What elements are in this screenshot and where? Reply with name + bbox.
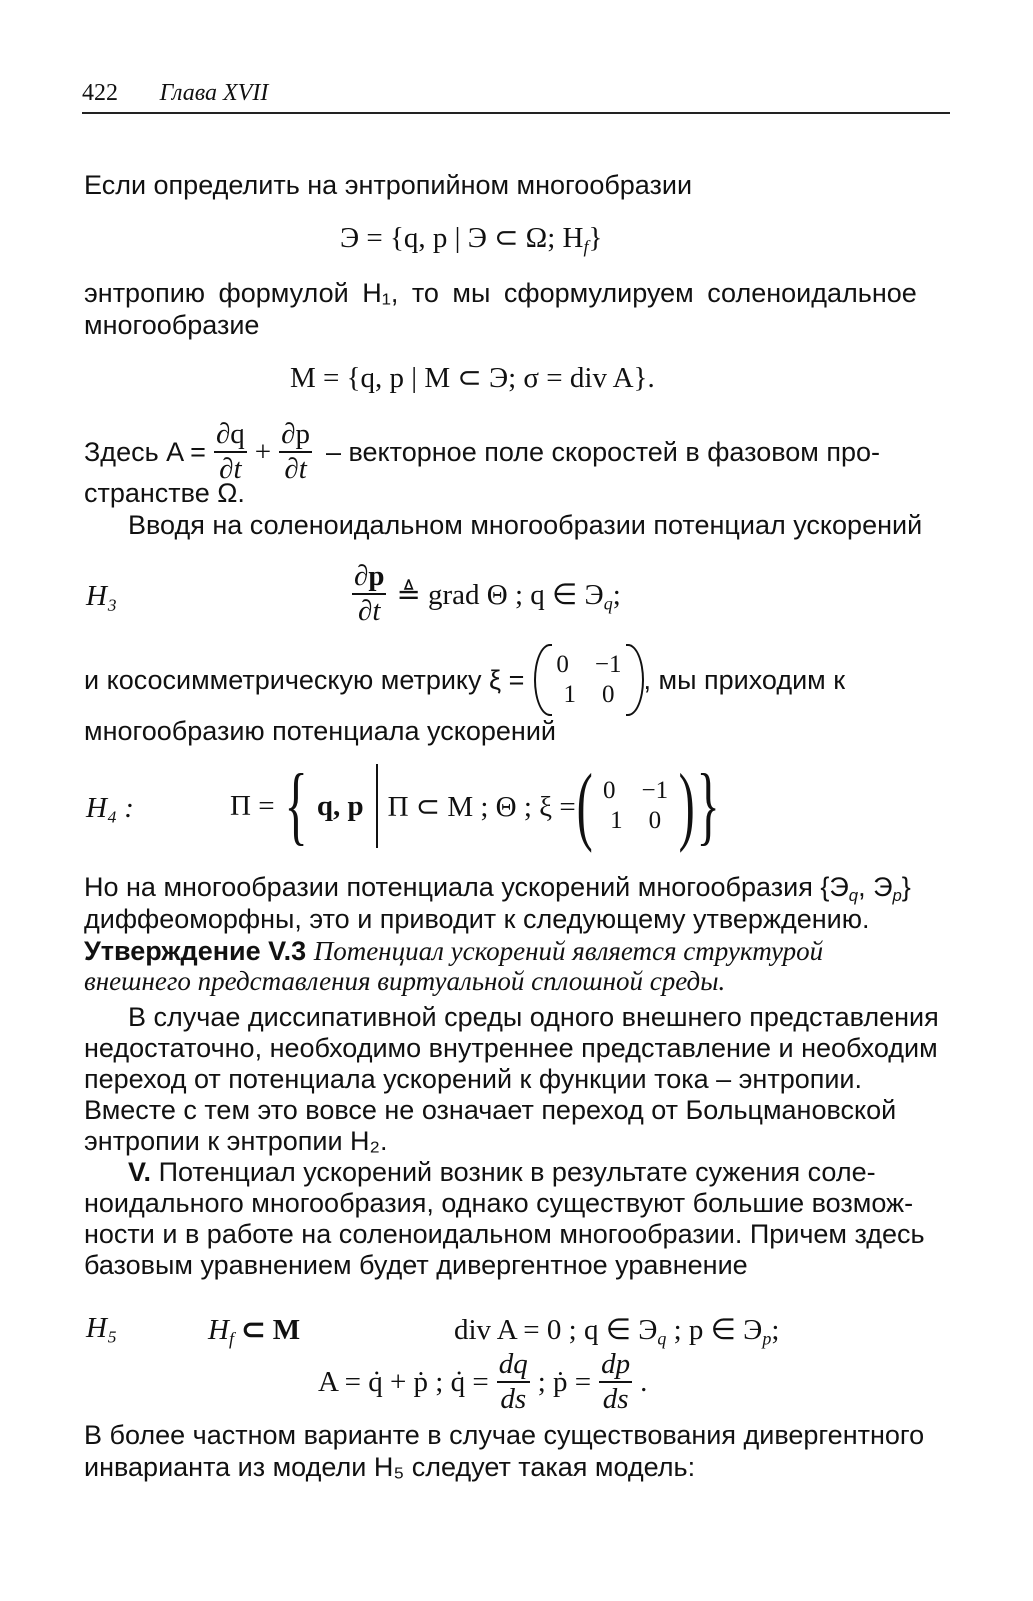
equation-h4: Π = { q, p Π ⊂ M ; Θ ; ξ = ( 0 −1 1 0 ) } [230,757,721,854]
matrix-xi-h4: 0 −1 1 0 [603,777,669,834]
paragraph-9-line-2: инварианта из модели H₅ следует такая модель: [84,1452,696,1482]
paragraph-8-line-2: ноидального многообразия, однако существуют большие возмож- [84,1188,914,1218]
fraction-dq-dt: $\frac{\partial q}{\partial t}$ [215,418,245,485]
paragraph-9-line-1: В более частном варианте в случае существования дивергентного [84,1420,925,1450]
set-builder-bar [376,764,378,848]
statement-v3: Утверждение V.3 Потенциал ускорений является структурой [84,936,824,966]
statement-v3-line-2: внешнего представления виртуальной сплошной среды. [84,966,726,996]
paragraph-3-line-2: странстве Ω. [84,478,245,508]
equation-velocity: A = q̇ + ṗ ; q̇ = $\frac{dq}{ds}$ ; ṗ = $\frac{dp}{ds}$ . [318,1348,648,1415]
equation-solenoidal-manifold: M = {q, p | M ⊂ Э; σ = div A}. [290,362,655,394]
label-h3: H₃ [86,580,118,612]
paragraph-7-line-4: Вместе с тем это вовсе не означает переход от Больцмановской [84,1095,897,1125]
paragraph-2-line-2: многообразие [84,310,260,340]
chapter-title: Глава XVII [159,80,269,106]
paragraph-7-line-2: недостаточно, необходимо внутреннее представление и необходим [84,1033,938,1063]
matrix-right-paren [626,644,644,716]
matrix-xi: 0 −1 1 0 [534,650,643,710]
paragraph-8-line-4: базовым уравнением будет дивергентное уравнение [84,1250,748,1280]
label-h4: H₄ : [86,792,134,824]
paragraph-1: Если определить на энтропийном многообразии [84,170,693,200]
label-h5: H₅ [86,1312,118,1344]
paragraph-6-line-2: диффеоморфны, это и приводит к следующему утверждению. [84,904,870,934]
paragraph-8-line-3: ности и в работе на соленоидальном многообразии. Причем здесь [84,1219,925,1249]
equation-entropy-manifold: Э = {q, p | Э ⊂ Ω; $H_f$} [340,222,603,257]
paragraph-7-line-1: В случае диссипативной среды одного внешнего представления [128,1002,939,1032]
h5-inclusion: $H_f$ ⊂ M [208,1314,301,1349]
matrix-left-paren [534,644,552,716]
fraction-dp-ds: $\frac{dp}{ds}$ [601,1348,631,1415]
running-header [82,78,268,107]
paragraph-6-line-1: Но на многообразии потенциала ускорений многообразия {$Э_q$, $Э_p$} [84,872,911,906]
page-number: 422 [82,80,118,106]
h5-divergence-equation: div A = 0 ; q ∈ $Э_q$ ; p ∈ $Э_p$; [454,1314,780,1349]
paragraph-5-line-2: многообразию потенциала ускорений [84,716,556,746]
equation-h3: $\frac{\partial p}{\partial t}$ ≜ grad Θ ; q ∈ $Э_q$; [354,560,621,627]
fraction-dp-dt: $\frac{\partial p}{\partial t}$ [281,418,310,485]
paragraph-8-line-1: V. Потенциал ускорений возник в результате сужения соле- [128,1157,876,1187]
fraction-dq-ds: $\frac{dq}{ds}$ [498,1348,528,1415]
paragraph-2-line-1: энтропию формулой H₁, то мы сформулируем соленоидальное [84,278,917,308]
paragraph-7-line-3: переход от потенциала ускорений к функции тока – энтропии. [84,1064,863,1094]
statement-label: Утверждение V.3 [84,936,307,966]
paragraph-7-line-5: энтропии к энтропии H₂. [84,1126,388,1156]
header-rule [82,112,950,114]
paragraph-4: Вводя на соленоидальном многообразии потенциал ускорений [128,510,923,540]
paragraph-5-line-1: и кососимметрическую метрику ξ = 0 −1 1 0 , мы приходим к [84,650,950,710]
paragraph-3-line-1: Здесь A = $\frac{\partial q}{\partial t}$ + $\frac{\partial p}{\partial t}$ – векторное поле скоростей в фазовом про- [84,418,880,485]
fraction-dp-dt-h3: $\frac{\partial p}{\partial t}$ [354,560,385,627]
